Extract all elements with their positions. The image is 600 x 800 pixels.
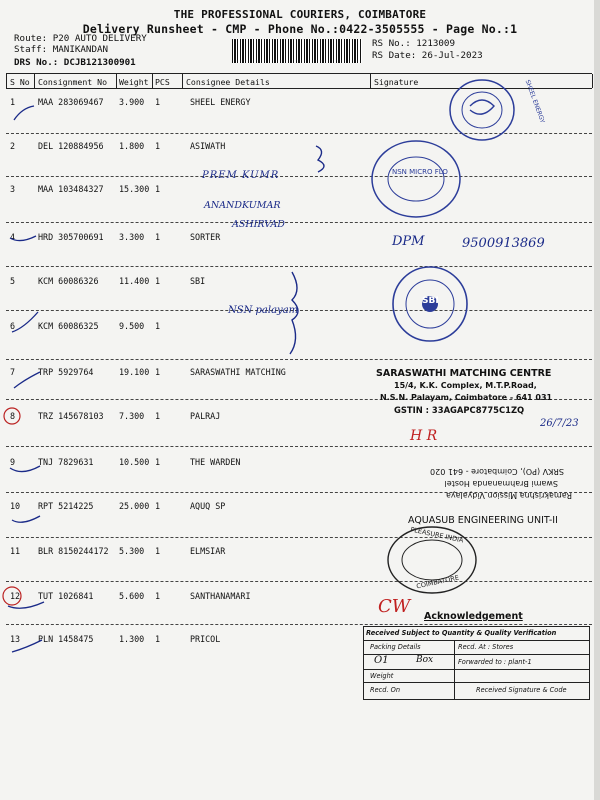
row-consignment: TRZ 145678103	[38, 411, 104, 421]
row-consignment: TUT 1026841	[38, 591, 94, 601]
row-pcs: 1	[155, 184, 161, 194]
ack-divider	[364, 640, 589, 641]
row-weight: 25.000	[119, 501, 150, 511]
row-weight: 10.500	[119, 457, 150, 467]
handwriting-anand: ANANDKUMAR	[204, 200, 281, 211]
ack-divider	[364, 682, 589, 683]
ack-vertical-divider	[454, 640, 455, 699]
saraswathi-address2: N.S.N. Palayam, Coimbatore - 641 031	[380, 393, 553, 402]
row-consignee: SORTER	[190, 232, 221, 242]
ack-divider	[364, 654, 589, 655]
col-header-consignee: Consignee Details	[186, 77, 270, 87]
pleasure-stamp-sub: COIMBATORE	[415, 573, 460, 591]
hostel-line2: Swami Brahmananda Hostel	[444, 479, 558, 488]
hostel-stamp	[392, 454, 572, 500]
row-consignee: ELMSIAR	[190, 546, 226, 556]
row-sno: 11	[10, 546, 21, 556]
row-consignment: TNJ 7829631	[38, 457, 94, 467]
row-weight: 1.300	[119, 634, 145, 644]
staff-label: Staff: MANIKANDAN	[14, 44, 109, 55]
row-sno: 1	[10, 97, 16, 107]
col-header-consignment: Consignment No	[38, 77, 108, 87]
row-weight: 15.300	[119, 184, 150, 194]
col-header-signature: Signature	[374, 77, 419, 87]
row-sno: 10	[10, 501, 21, 511]
row-sno: 8	[10, 411, 16, 421]
row-consignee: SARASWATHI MATCHING	[190, 367, 286, 377]
row-consignment: KCM 60086326	[38, 276, 99, 286]
row-consignment: MAA 283069467	[38, 97, 104, 107]
row-weight: 5.600	[119, 591, 145, 601]
runsheet-subtitle: Delivery Runsheet - CMP - Phone No.:0422-3505555 - Page No.:1	[82, 22, 518, 36]
row-consignee: SANTHANAMARI	[190, 591, 251, 601]
handwriting-dpm: DPM	[392, 234, 425, 249]
ack-forwarded: Forwarded to : plant-1	[458, 658, 532, 666]
ack-divider	[364, 669, 589, 670]
handwriting-nsn: NSN palayam	[228, 305, 299, 316]
sbi-stamp-text: SBI	[422, 296, 439, 306]
row-sno: 7	[10, 367, 16, 377]
row-pcs: 1	[155, 367, 161, 377]
handwriting-cw: CW	[378, 596, 411, 617]
col-header-weight: Weight	[119, 77, 149, 87]
nsn-stamp-text: NSN MICRO FLO	[392, 168, 448, 176]
row-consignment: KCM 60086325	[38, 321, 99, 331]
handwriting-hr: H R	[410, 428, 438, 444]
rs-number: RS No.: 1213009	[372, 38, 455, 49]
hostel-line3: SRKV (PO), Coimbatore - 641 020	[430, 467, 564, 476]
ack-o1: O1	[374, 655, 389, 666]
row-sno: 13	[10, 634, 21, 644]
row-weight: 11.400	[119, 276, 150, 286]
row-sno: 3	[10, 184, 16, 194]
row-weight: 9.500	[119, 321, 145, 331]
row-sno: 6	[10, 321, 16, 331]
pleasure-stamp-text: PLEASURE INDIA	[409, 525, 465, 545]
row-consignment: HRD 305700691	[38, 232, 104, 242]
sheel-energy-stamp	[446, 76, 518, 144]
row-consignment: PLN 1458475	[38, 634, 94, 644]
saraswathi-gstin: GSTIN : 33AGAPC8775C1ZQ	[394, 405, 525, 415]
col-header-pcs: PCS	[155, 77, 170, 87]
hostel-line1: Ramakrishna Mission Vidyalaya	[445, 491, 572, 500]
row-weight: 1.800	[119, 141, 145, 151]
ack-received: Received Subject to Quantity & Quality Verification	[366, 629, 557, 637]
row-consignee: ASIWATH	[190, 141, 226, 151]
ack-recd-on: Recd. On	[370, 686, 401, 694]
row-consignee: AQUQ SP	[190, 501, 226, 511]
handwriting-date: 26/7/23	[540, 418, 579, 429]
handwriting-prem: PREM KUMR	[202, 170, 280, 181]
col-header-sno: S No	[10, 77, 30, 87]
saraswathi-address1: 15/4, K.K. Complex, M.T.P.Road,	[394, 381, 537, 390]
row-consignment: RPT 5214225	[38, 501, 94, 511]
row-pcs: 1	[155, 591, 161, 601]
row-sno: 2	[10, 141, 16, 151]
row-sno: 9	[10, 457, 16, 467]
ack-weight: Weight	[370, 672, 394, 680]
ack-packing: Packing Details	[370, 643, 421, 651]
row-weight: 7.300	[119, 411, 145, 421]
row-consignment: BLR 8150244172	[38, 546, 109, 556]
row-pcs: 1	[155, 97, 161, 107]
row-pcs: 1	[155, 232, 161, 242]
row-sno: 12	[10, 591, 21, 601]
company-title: THE PROFESSIONAL COURIERS, COIMBATORE	[173, 8, 427, 21]
row-pcs: 1	[155, 457, 161, 467]
row-consignee: SHEEL ENERGY	[190, 97, 251, 107]
row-pcs: 1	[155, 276, 161, 286]
aquasub-stamp: AQUASUB ENGINEERING UNIT-II	[408, 515, 558, 526]
row-weight: 19.100	[119, 367, 150, 377]
row-consignee: PRICOL	[190, 634, 221, 644]
route-label: Route: P20 AUTO DELIVERY	[14, 33, 147, 44]
row-consignment: DEL 120884956	[38, 141, 104, 151]
row-pcs: 1	[155, 634, 161, 644]
handwriting-ashirvad: ASHIRVAD	[232, 219, 285, 230]
acknowledgement-box	[363, 626, 590, 700]
ack-box-note: Box	[416, 655, 434, 665]
row-pcs: 1	[155, 141, 161, 151]
scan-edge	[594, 0, 600, 800]
row-sno: 5	[10, 276, 16, 286]
sheel-stamp-text: SHEEL ENERGY	[523, 78, 546, 125]
nsn-micro-stamp	[368, 137, 464, 221]
row-weight: 3.300	[119, 232, 145, 242]
row-consignee: PALRAJ	[190, 411, 221, 421]
handwriting-phone: 9500913869	[462, 236, 545, 251]
row-consignment: MAA 103484327	[38, 184, 104, 194]
row-pcs: 1	[155, 411, 161, 421]
saraswathi-name: SARASWATHI MATCHING CENTRE	[376, 368, 552, 379]
rs-date: RS Date: 26-Jul-2023	[372, 50, 483, 61]
ack-signature-code: Received Signature & Code	[476, 686, 567, 694]
row-consignee: THE WARDEN	[190, 457, 241, 467]
row-weight: 3.900	[119, 97, 145, 107]
row-consignee: SBI	[190, 276, 206, 286]
row-pcs: 1	[155, 501, 161, 511]
row-pcs: 1	[155, 321, 161, 331]
ack-recd-at: Recd. At : Stores	[458, 643, 514, 651]
row-consignment: TRP 5929764	[38, 367, 94, 377]
ack-title: Acknowledgement	[424, 611, 523, 622]
row-weight: 5.300	[119, 546, 145, 556]
row-sno: 4	[10, 232, 16, 242]
row-pcs: 1	[155, 546, 161, 556]
drs-number: DRS No.: DCJB121300901	[14, 57, 136, 68]
